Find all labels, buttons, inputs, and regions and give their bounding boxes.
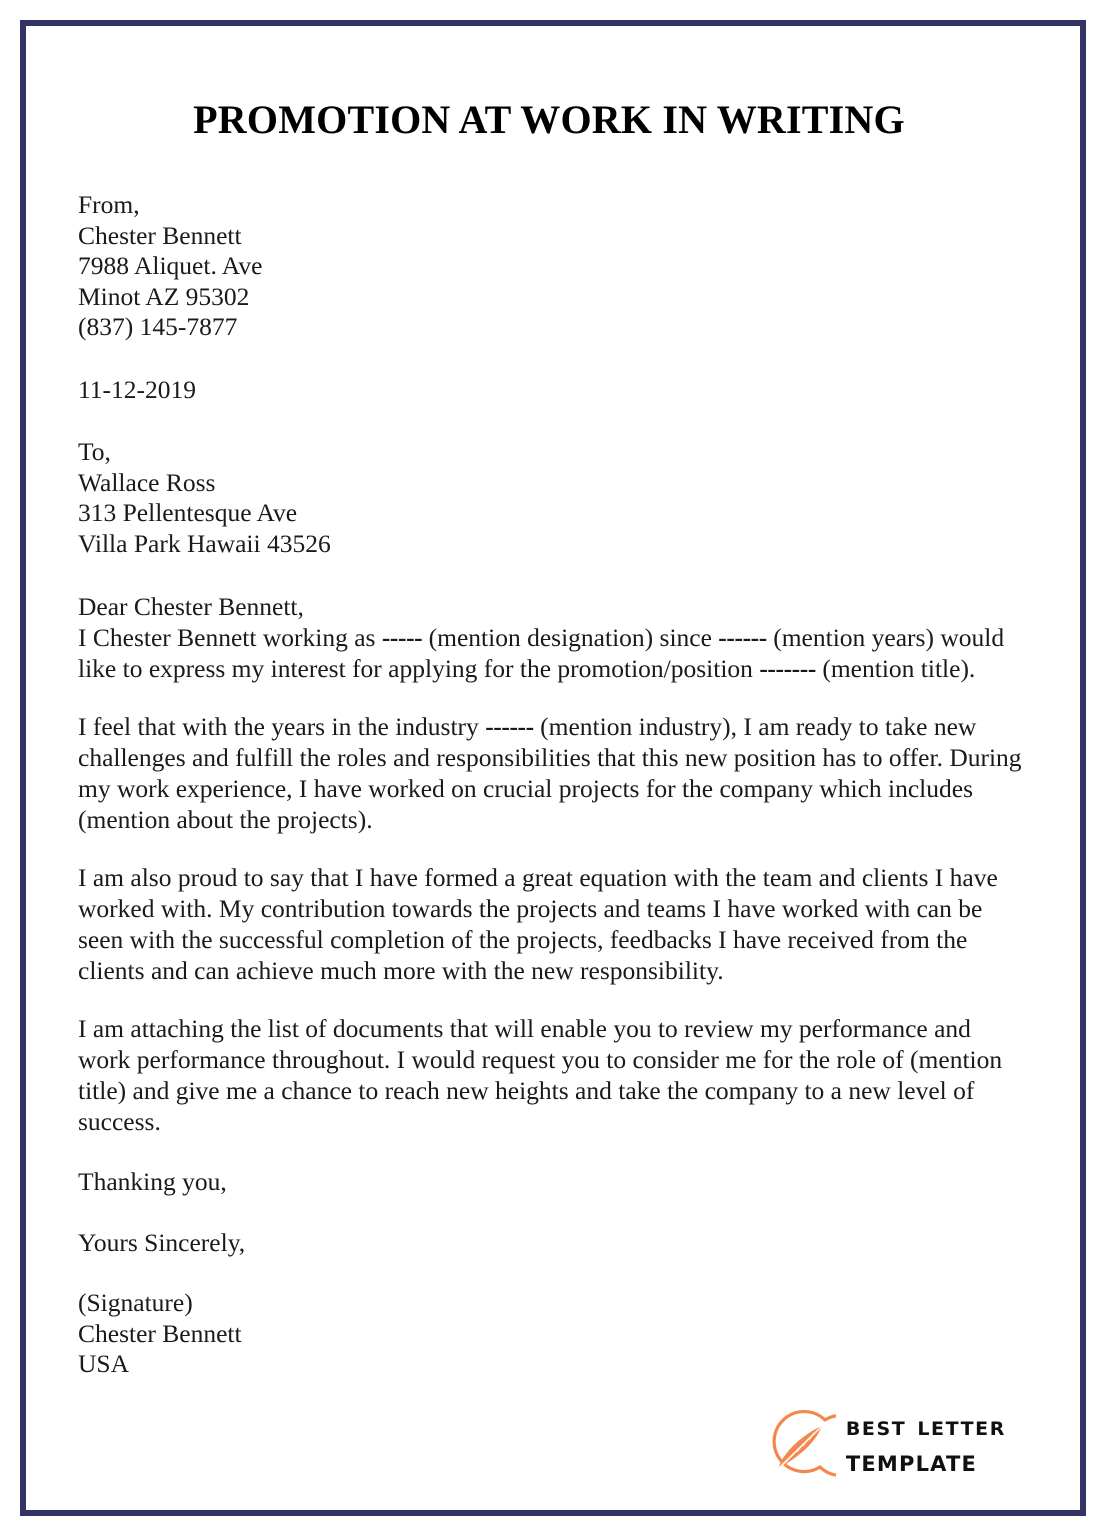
recipient-address-block <box>78 437 1028 559</box>
body-paragraph-4: I am attaching the list of documents that will enable you to review my performance and work performance throughout. I would request you to consider me for the role of (mention title) and give me a chance to reach new heights and take the company to a new level of success. <box>78 1014 1003 1136</box>
paragraph-1-text-d: (mention title). <box>815 654 976 683</box>
page-title: PROMOTION AT WORK IN WRITING <box>193 97 905 142</box>
quill-feather-in-circle-icon <box>762 1404 836 1486</box>
body-paragraph-2 <box>78 711 1028 835</box>
sender-street: 7988 Aliquet. Ave <box>78 251 263 280</box>
salutation: Dear Chester Bennett, <box>78 592 304 621</box>
recipient-label: To, <box>78 437 111 466</box>
blank-industry: ------ <box>485 712 534 741</box>
recipient-name: Wallace Ross <box>78 467 216 497</box>
signer-name: Chester Bennett <box>78 1318 242 1348</box>
body-paragraph-3: I am also proud to say that I have formed a great equation with the team and clients I have worked with. My contribution towards the projects and teams I have worked with can be seen with the successful completion of the projects, feedbacks I have received from the clients and can achieve much more with the new responsibility. <box>78 863 998 985</box>
sender-phone: (837) 145-7877 <box>78 312 238 341</box>
sender-name: Chester Bennett <box>78 220 242 250</box>
brand-logo-text <box>846 1413 1006 1477</box>
paragraph-1-text-b: (mention designation) since <box>422 623 719 652</box>
paragraph-2-text-a: I feel that with the years in the industry <box>78 712 486 741</box>
signature-block <box>78 1288 1028 1380</box>
blank-years: ------ <box>718 623 767 652</box>
recipient-city-state-zip: Villa Park Hawaii 43526 <box>78 528 331 558</box>
recipient-street: 313 Pellentesque Ave <box>78 498 298 527</box>
blank-title: ------- <box>759 654 816 683</box>
sender-address-block <box>78 190 1028 343</box>
body-paragraph-1 <box>78 622 1028 684</box>
blank-designation: ----- <box>381 623 423 652</box>
paragraph-2-text-b: (mention industry), I am ready to take new challenges and fulfill the roles and responsibilities that this new position has to offer. During my work experience, I have worked on crucial projects for the company which includes (mention about the projects). <box>78 712 1022 834</box>
brand-logo-line-2: template <box>845 1444 978 1479</box>
sender-label: From, <box>78 190 140 219</box>
sender-city-state-zip: Minot AZ 95302 <box>78 281 250 311</box>
brand-logo-line-1: best letter <box>845 1411 1006 1442</box>
closing-sincerely: Yours Sincerely, <box>78 1227 246 1257</box>
letter-body <box>78 591 1028 1380</box>
letter-date: 11-12-2019 <box>78 374 197 404</box>
closing-thanks: Thanking you, <box>78 1167 227 1196</box>
paragraph-1-text-a: I Chester Bennett working as <box>78 623 382 652</box>
signer-country: USA <box>78 1349 130 1378</box>
brand-logo <box>762 1404 1006 1486</box>
signature-placeholder: (Signature) <box>78 1288 193 1317</box>
letter-content <box>78 46 1028 1496</box>
paragraph-1-text-c: (mention years) would like to express my interest for applying for the promotion/position <box>78 623 1005 683</box>
